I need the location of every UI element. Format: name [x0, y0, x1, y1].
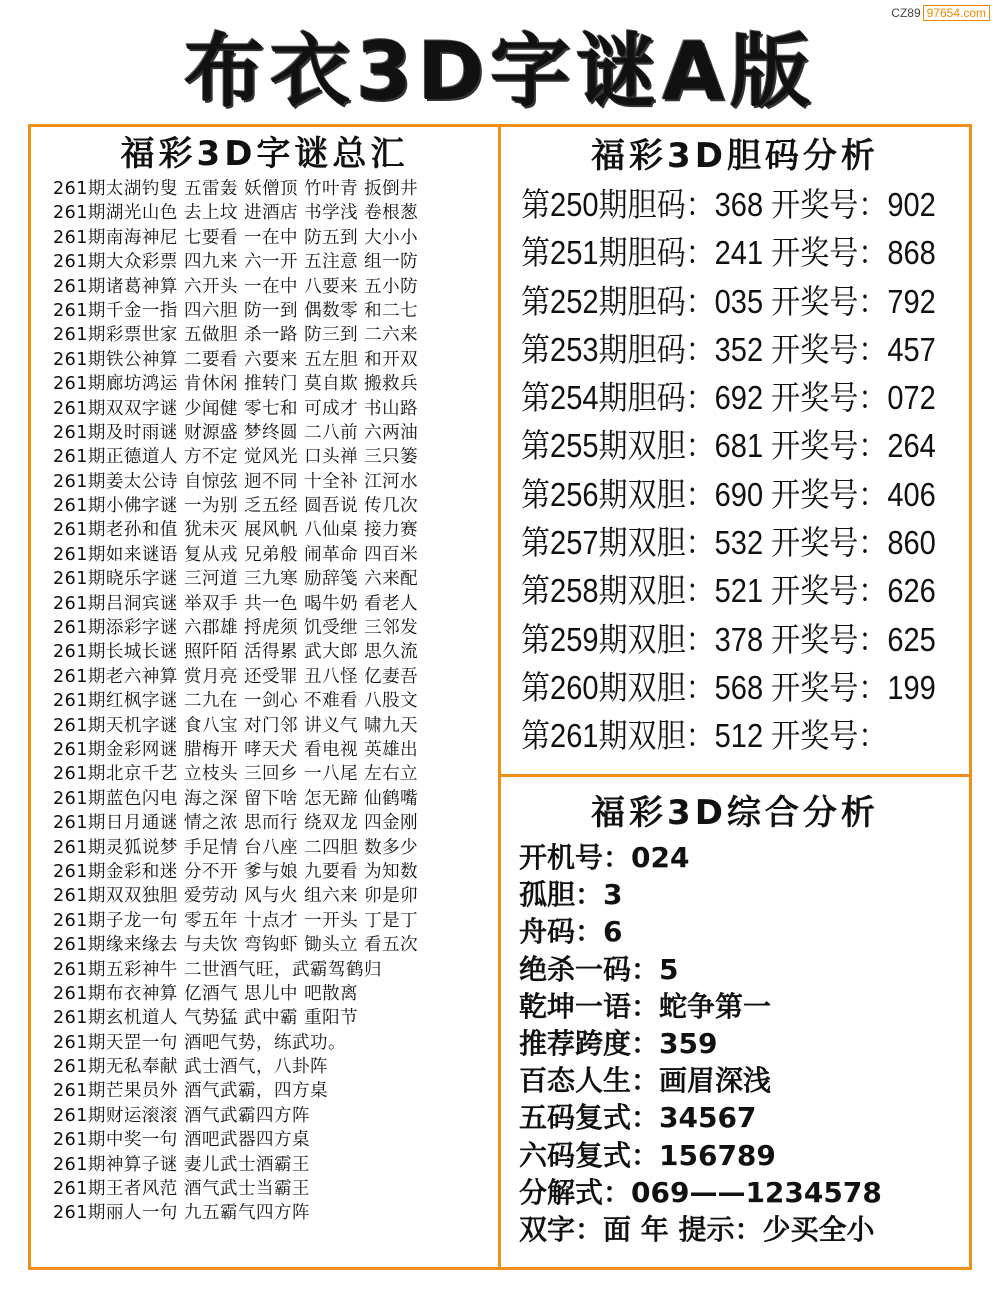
riddle-row: 261期廊坊鸿运 肯休闲 推转门 莫自欺 搬救兵 [53, 374, 419, 395]
summary-row: 绝杀一码：5 [519, 952, 679, 986]
summary-section-title: 福彩3D综合分析 [591, 793, 879, 833]
riddle-row: 261期双双字谜 少闻健 零七和 可成才 书山路 [53, 398, 419, 419]
riddle-row: 261期日月通谜 情之浓 思而行 绕双龙 四金刚 [53, 813, 419, 834]
dan-row: 第250期胆码：368 开奖号：902 [521, 186, 936, 223]
dan-row: 第259期双胆：378 开奖号：625 [521, 620, 936, 658]
riddle-row: 261期及时雨谜 财源盛 梦终圆 二八前 六两油 [53, 422, 419, 443]
summary-row: 孤胆：3 [519, 878, 623, 912]
riddle-row: 261期晓乐字谜 三河道 三九寒 励辞笺 六来配 [53, 569, 419, 590]
summary-row: 推荐跨度：359 [519, 1026, 718, 1060]
dan-row: 第254期胆码：692 开奖号：072 [521, 379, 936, 417]
riddle-row: 261期姜太公诗 自惊弦 迥不同 十全补 江河水 [53, 471, 419, 492]
riddle-row: 261期吕洞宾谜 举双手 共一色 喝牛奶 看老人 [53, 593, 419, 614]
riddle-row: 261期如来谜语 复从戎 兄弟般 闹革命 四百米 [53, 544, 419, 565]
riddle-row: 261期财运滚滚 酒气武霸四方阵 [53, 1105, 310, 1126]
dan-row: 第258期双胆：521 开奖号：626 [521, 572, 936, 610]
riddle-row: 261期大众彩票 四九来 六一开 五注意 组一防 [53, 252, 419, 273]
watermark-domain: 97654.com [923, 5, 990, 21]
summary-row: 六码复式：156789 [519, 1138, 776, 1172]
dan-list [501, 181, 969, 761]
summary-row: 乾坤一语：蛇争第一 [519, 989, 772, 1023]
riddle-section-title: 福彩3D字谜总汇 [120, 134, 409, 174]
riddle-row: 261期灵狐说梦 手足情 台八座 二四胆 数多少 [53, 837, 419, 858]
riddle-row: 261期金彩和迷 分不开 爹与娘 九要看 为知数 [53, 861, 419, 882]
riddle-row: 261期子龙一句 零五年 十点才 一开头 丁是丁 [53, 910, 419, 931]
riddle-row: 261期蓝色闪电 海之深 留下啥 怎无蹄 仙鹤嘴 [53, 788, 419, 809]
riddle-row: 261期丽人一句 九五霸气四方阵 [53, 1203, 310, 1224]
riddle-row: 261期太湖钓叟 五雷轰 妖僧顶 竹叶青 扳倒井 [53, 179, 419, 199]
riddle-row: 261期北京千艺 立枝头 三回乡 一八尾 左右立 [53, 764, 419, 785]
riddle-row: 261期正德道人 方不定 觉风光 口头禅 三只篓 [53, 447, 419, 468]
watermark [891, 6, 990, 20]
riddle-row: 261期神算子谜 妻儿武士酒霸王 [53, 1154, 310, 1175]
summary-row: 开机号：024 [519, 841, 690, 874]
riddle-row: 261期彩票世家 五做胆 杀一路 防三到 二六来 [53, 325, 419, 346]
riddle-list [31, 177, 498, 1226]
riddle-row: 261期天罡一句 酒吧气势，练武功。 [53, 1032, 346, 1053]
page-title: 布衣3D字谜A版 [184, 25, 816, 118]
right-column [501, 127, 969, 1267]
riddle-row: 261期铁公神算 二要看 六要来 五左胆 和开双 [53, 349, 419, 370]
dan-section-title: 福彩3D胆码分析 [591, 136, 879, 176]
riddle-section [31, 127, 501, 1267]
summary-row: 百态人生：画眉深浅 [519, 1064, 772, 1098]
dan-row: 第252期胆码：035 开奖号：792 [521, 282, 936, 320]
dan-row: 第253期胆码：352 开奖号：457 [521, 330, 936, 368]
riddle-row: 261期金彩网谜 腊梅开 哮天犬 看电视 英雄出 [53, 739, 419, 760]
watermark-prefix: CZ89 [891, 6, 921, 20]
riddle-row: 261期布衣神算 亿酒气 思儿中 吧散离 [53, 983, 359, 1004]
riddle-row: 261期添彩字谜 六郡雄 捋虎须 饥受绁 三邻发 [53, 618, 419, 639]
riddle-row: 261期玄机道人 气势猛 武中霸 重阳节 [53, 1008, 359, 1029]
content-frame [28, 124, 972, 1270]
riddle-row: 261期中奖一句 酒吧武器四方桌 [53, 1130, 310, 1151]
riddle-row: 261期小佛字谜 一为别 乏五经 圆吾说 传几次 [53, 496, 419, 517]
summary-row: 五码复式：34567 [519, 1101, 757, 1135]
riddle-row: 261期长城长谜 照阡陌 活得累 武大郎 思久流 [53, 642, 419, 663]
summary-row: 双字：面 年 提示：少买全小 [519, 1212, 875, 1246]
riddle-row: 261期五彩神牛 二世酒气旺，武霸驾鹤归 [53, 959, 382, 980]
summary-row: 分解式：069——1234578 [519, 1175, 882, 1209]
riddle-row: 261期无私奉献 武士酒气，八卦阵 [53, 1057, 328, 1078]
riddle-row: 261期双双独胆 爱劳动 风与火 组六来 卯是卯 [53, 886, 419, 907]
dan-row: 第260期双胆：568 开奖号：199 [521, 668, 936, 706]
dan-row: 第255期双胆：681 开奖号：264 [521, 427, 936, 465]
riddle-row: 261期南海神尼 七要看 一在中 防五到 大小小 [53, 227, 419, 248]
dan-row: 第261期双胆：512 开奖号： [521, 717, 888, 755]
riddle-row: 261期诸葛神算 六开头 一在中 八要来 五小防 [53, 276, 419, 297]
riddle-row: 261期老孙和值 犹未灭 展风帆 八仙桌 接力赛 [53, 520, 419, 541]
riddle-row: 261期天机字谜 食八宝 对门邻 讲义气 啸九天 [53, 715, 419, 736]
dan-row: 第257期双胆：532 开奖号：860 [521, 524, 936, 562]
dan-row: 第251期胆码：241 开奖号：868 [521, 234, 936, 272]
riddle-row: 261期王者风范 酒气武士当霸王 [53, 1179, 310, 1200]
dan-section [501, 127, 969, 777]
riddle-row: 261期红枫字谜 二九在 一剑心 不难看 八股文 [53, 691, 419, 712]
riddle-row: 261期千金一指 四六胆 防一到 偶数零 和二七 [53, 300, 419, 321]
riddle-row: 261期老六神算 赏月亮 还受罪 丑八怪 亿妻吾 [53, 666, 419, 687]
dan-row: 第256期双胆：690 开奖号：406 [521, 475, 936, 513]
riddle-row: 261期芒果员外 酒气武霸，四方桌 [53, 1081, 328, 1102]
riddle-row: 261期湖光山色 去上坟 进酒店 书学浅 卷根葱 [53, 203, 419, 224]
summary-section [501, 777, 969, 1270]
riddle-row: 261期缘来缘去 与夫饮 弯钩虾 锄头立 看五次 [53, 935, 419, 956]
summary-row: 舟码：6 [519, 915, 623, 949]
summary-list [501, 839, 969, 1248]
